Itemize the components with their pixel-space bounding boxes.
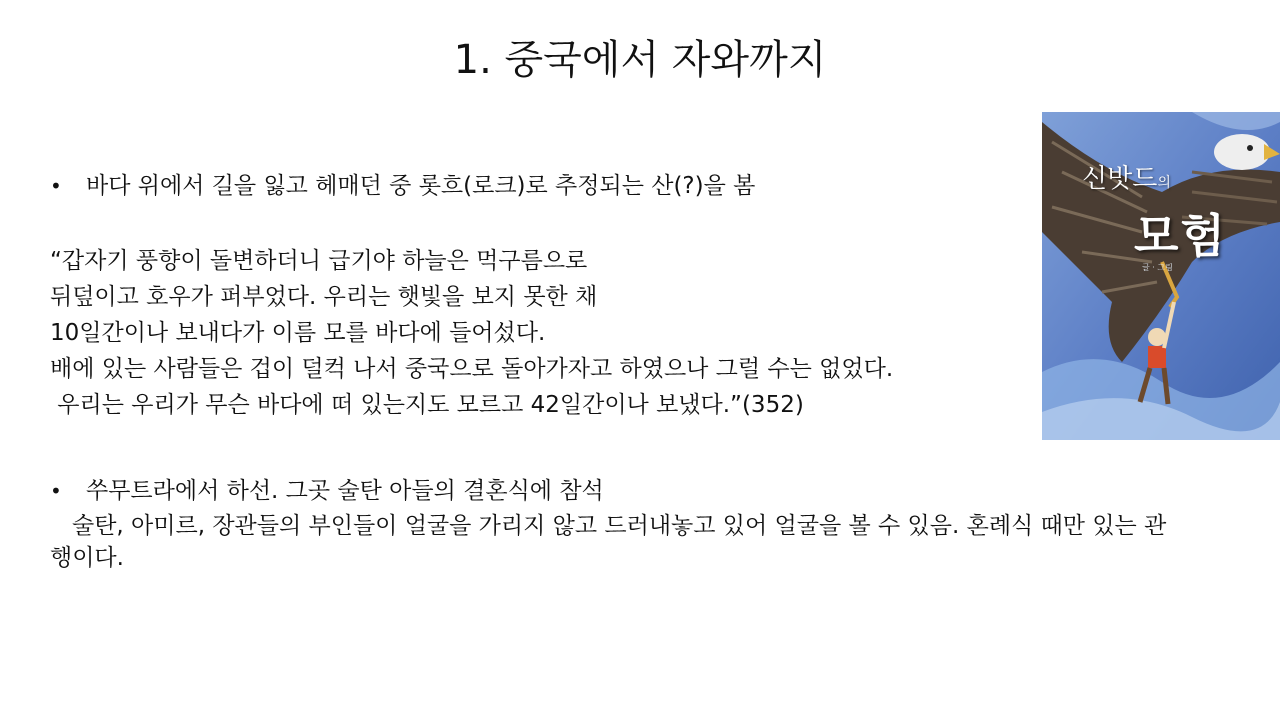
bullet-icon: • bbox=[50, 479, 62, 503]
cover-title-suffix: 의 bbox=[1157, 175, 1171, 191]
quote-line: 우리는 우리가 무슨 바다에 떠 있는지도 모르고 42일간이나 보냈다.”(352) bbox=[50, 392, 804, 418]
slide-title: 1. 중국에서 자와까지 bbox=[453, 37, 827, 83]
book-cover-image bbox=[1042, 112, 1280, 440]
bullet-icon: • bbox=[50, 174, 62, 198]
quote-line: 10일간이나 보내다가 이름 모를 바다에 들어섰다. bbox=[50, 320, 546, 346]
cover-title-big: 모험 bbox=[1134, 209, 1227, 263]
paragraph-2-text: 술탄, 아미르, 장관들의 부인들이 얼굴을 가리지 않고 드러내놓고 있어 얼굴을 볼 수 있음. 혼례식 때만 있는 관행이다. bbox=[50, 513, 1167, 571]
quote-line: 뒤덮이고 호우가 퍼부었다. 우리는 햇빛을 보지 못한 채 bbox=[50, 284, 598, 310]
quote-block bbox=[50, 243, 893, 423]
quote-line: 배에 있는 사람들은 겁이 덜컥 나서 중국으로 돌아가자고 하였으나 그럴 수는 없었다. bbox=[50, 356, 894, 382]
bullet-text: 바다 위에서 길을 잃고 헤매던 중 롯흐(로크)로 추정되는 산(?)을 봄 bbox=[86, 173, 756, 199]
cover-title-small bbox=[1082, 158, 1171, 195]
quote-line: “갑자기 풍향이 돌변하더니 급기야 하늘은 먹구름으로 bbox=[50, 248, 588, 274]
cover-credits: 글 · 그림 bbox=[1142, 263, 1173, 272]
bullet-item-1 bbox=[50, 170, 755, 202]
bullet-item-2 bbox=[50, 475, 604, 507]
cover-title-small-text: 신밧드 bbox=[1082, 164, 1158, 194]
paragraph-2 bbox=[50, 510, 1170, 574]
bullet-text: 쑤무트라에서 하선. 그곳 술탄 아들의 결혼식에 참석 bbox=[86, 478, 604, 504]
